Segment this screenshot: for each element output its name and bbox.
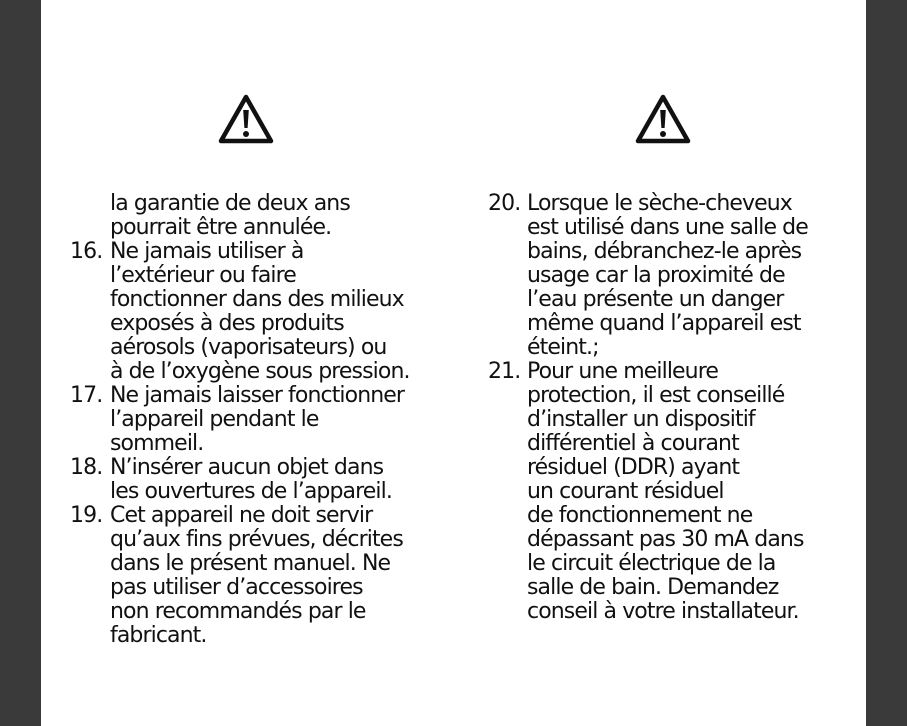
safety-item-18 [70, 455, 450, 504]
text-line: pourrait être annulée. [110, 215, 332, 240]
continuation-text [110, 192, 450, 240]
text-line: différentiel à courant [527, 431, 739, 456]
safety-item-19 [70, 503, 450, 648]
text-line: aérosols (vaporisateurs) ou [110, 335, 387, 360]
text-line: les ouvertures de l’appareil. [110, 479, 392, 504]
text-line: Ne jamais utiliser à [110, 239, 304, 264]
text-line: Ne jamais laisser fonctionner [110, 383, 405, 408]
text-line: exposés à des produits [110, 311, 344, 336]
manual-page [41, 0, 866, 726]
text-line: qu’aux fins prévues, décrites [110, 527, 403, 552]
left-column [70, 191, 450, 648]
text-line: protection, il est conseillé [527, 383, 785, 408]
item-number: 17. [70, 383, 103, 408]
warning-triangle-icon [634, 93, 692, 145]
item-number: 21. [488, 359, 521, 384]
text-line: sommeil. [110, 431, 204, 456]
item-number: 20. [488, 191, 521, 216]
text-line: le circuit électrique de la [527, 551, 776, 576]
item-number: 19. [70, 503, 103, 528]
text-line: est utilisé dans une salle de [527, 215, 808, 240]
text-line: fonctionner dans des milieux [110, 287, 404, 312]
text-line: l’appareil pendant le [110, 407, 319, 432]
text-line: éteint.; [527, 335, 599, 360]
text-line: un courant résiduel [527, 479, 724, 504]
text-line: Lorsque le sèche-cheveux [527, 191, 792, 216]
text-line: à de l’oxygène sous pression. [110, 359, 410, 384]
text-line: dépassant pas 30 mA dans [527, 527, 804, 552]
text-line: l’extérieur ou faire [110, 263, 296, 288]
text-line: conseil à votre installateur. [527, 599, 799, 624]
item-number: 16. [70, 239, 103, 264]
text-line: Pour une meilleure [527, 359, 719, 384]
text-line: pas utiliser d’accessoires [110, 575, 363, 600]
text-line: l’eau présente un danger [527, 287, 784, 312]
text-line: la garantie de deux ans [110, 191, 350, 216]
text-line: Cet appareil ne doit servir [110, 503, 373, 528]
text-line: d’installer un dispositif [527, 407, 755, 432]
text-line: usage car la proximité de [527, 263, 785, 288]
right-column [488, 191, 857, 624]
text-line: non recommandés par le [110, 599, 366, 624]
safety-item-20 [488, 191, 857, 360]
safety-item-17 [70, 383, 450, 456]
warning-triangle-icon [217, 93, 275, 145]
item-number: 18. [70, 455, 103, 480]
text-line: bains, débranchez-le après [527, 239, 802, 264]
text-line: de fonctionnement ne [527, 503, 753, 528]
text-line: N’insérer aucun objet dans [110, 455, 384, 480]
text-line: résiduel (DDR) ayant [527, 455, 740, 480]
text-line: même quand l’appareil est [527, 311, 801, 336]
text-line: fabricant. [110, 623, 207, 648]
safety-item-21 [488, 359, 857, 624]
safety-item-16 [70, 239, 450, 384]
text-line: salle de bain. Demandez [527, 575, 779, 600]
text-line: dans le présent manuel. Ne [110, 551, 391, 576]
